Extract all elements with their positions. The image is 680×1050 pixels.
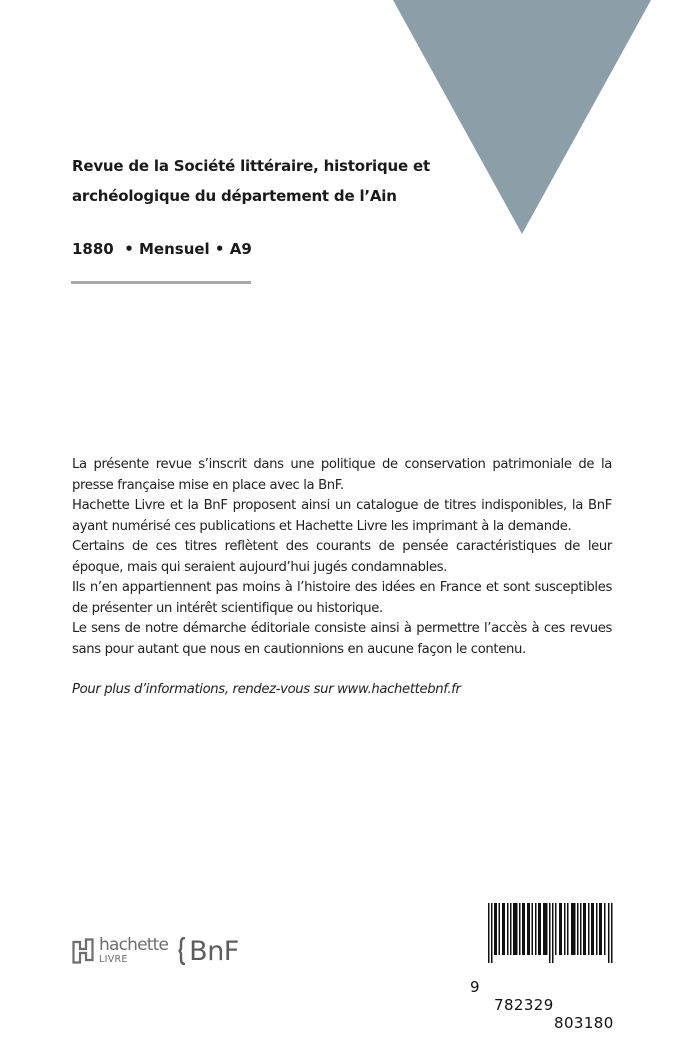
paragraph: Certains de ces titres reflètent des courants de pensée caractéristiques de leur époque, mais qui seraient aujourd’hui jugés condamnables. [72, 539, 612, 575]
divider-rule [71, 281, 251, 284]
paragraph: Ils n’en appartiennent pas moins à l’histoire des idées en France et sont susceptibles de présenter un intérêt scientifique ou historique. [72, 580, 612, 616]
barcode-icon [488, 903, 616, 963]
hachette-livre-logo [72, 937, 168, 965]
journal-meta: 1880 • Mensuel • A9 [72, 240, 252, 258]
isbn-digits [468, 960, 620, 1050]
isbn-digits-right: 803180 [554, 1014, 614, 1032]
more-info-link: Pour plus d’informations, rendez-vous sur www.hachettebnf.fr [72, 682, 461, 697]
bnf-bracket-icon [178, 937, 186, 965]
paragraph: Hachette Livre et la BnF proposent ainsi un catalogue de titres indisponibles, la BnF ayant numérisé ces publications et Hachette Livre les imprimant à la demande. [72, 498, 612, 534]
journal-title [72, 151, 452, 211]
livre-wordmark: LIVRE [99, 954, 128, 966]
isbn-barcode [468, 903, 620, 1032]
disclaimer-text [72, 455, 612, 701]
hachette-h-icon [72, 938, 94, 964]
paragraph: La présente revue s’inscrit dans une politique de conservation patrimoniale de la presse française mise en place avec la BnF. [72, 457, 612, 493]
paragraph: Le sens de notre démarche éditoriale consiste ainsi à permettre l’accès à ces revues sans pour autant que nous en cautionnions en aucune façon le contenu. [72, 621, 612, 657]
journal-title-line-1: Revue de la Société littéraire, historique et [72, 157, 430, 175]
bnf-wordmark: BnF [189, 935, 239, 967]
bnf-logo [178, 937, 239, 965]
publisher-logos [72, 934, 239, 968]
isbn-digits-left: 782329 [494, 996, 554, 1014]
isbn-digit-first: 9 [470, 978, 480, 996]
hachette-wordmark: hachette [99, 935, 169, 956]
journal-title-line-2: archéologique du département de l’Ain [72, 187, 397, 205]
